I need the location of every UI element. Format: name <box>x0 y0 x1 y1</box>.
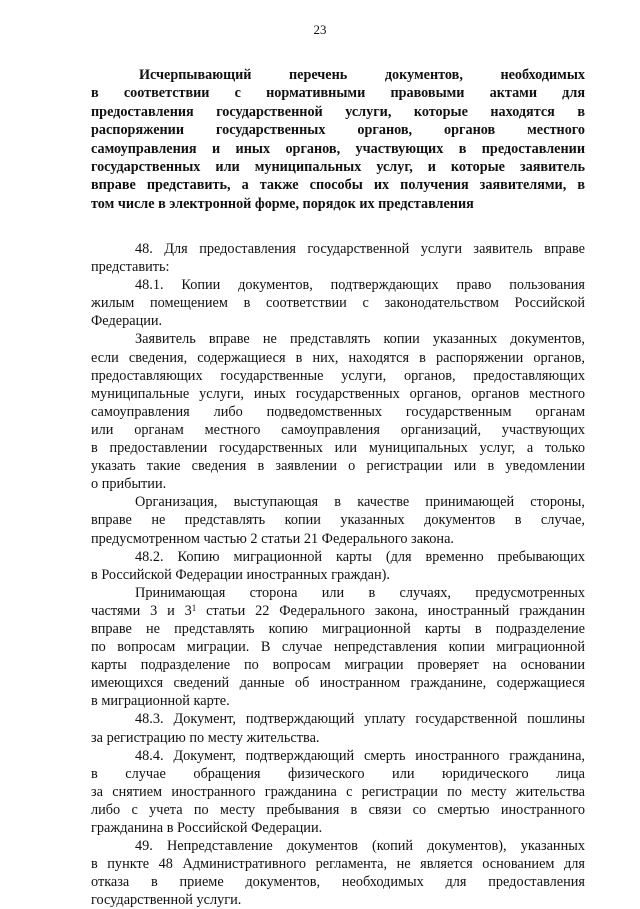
body-text <box>91 240 585 909</box>
paragraph-line: или органам местного самоуправления организаций, участвующих <box>91 421 585 438</box>
paragraph-line: о прибытии. <box>91 476 167 493</box>
section-heading <box>91 66 585 213</box>
heading-line: том числе в электронной форме, порядок их представления <box>91 195 474 212</box>
paragraph-line: если сведения, содержащиеся в них, находятся в распоряжении органов, <box>91 349 585 366</box>
paragraph-line: Заявитель вправе не представлять копии указанных документов, <box>135 331 585 348</box>
paragraph-line: муниципальные услуги, иных государственных органов, органов местного <box>91 385 585 402</box>
paragraph-line: в случае обращения физического или юридического лица <box>91 765 585 782</box>
paragraph-line: вправе не представлять копии указанных документов в случае, <box>91 512 585 529</box>
paragraph-line: либо с учета по месту пребывания в связи со смертью иностранного <box>91 801 585 818</box>
paragraph-line <box>91 602 585 620</box>
paragraph-line: вправе не представлять копию миграционной карты в подразделение <box>91 620 585 637</box>
page-number: 23 <box>313 22 327 37</box>
paragraph-line: самоуправления либо подведомственных государственным органам <box>91 403 585 420</box>
paragraph-line: имеющихся сведений данные об иностранном гражданине, содержащиеся <box>91 675 585 692</box>
paragraph-line: в миграционной карте. <box>91 693 230 710</box>
line-segment: статьи 22 Федерального закона, иностранный гражданин <box>196 602 585 619</box>
heading-line: вправе представить, а также способы их получения заявителями, в <box>91 177 585 194</box>
paragraph-line: жилым помещением в соответствии с законодательством Российской <box>91 295 585 312</box>
paragraph-line: за регистрацию по месту жительства. <box>91 729 320 746</box>
paragraph-line: отказа в приеме документов, необходимых для предоставления <box>91 874 585 891</box>
heading-line: в соответствии с нормативными правовыми актами для <box>91 85 585 102</box>
paragraph-line: Организация, выступающая в качестве принимающей стороны, <box>135 494 585 511</box>
superscript: 1 <box>191 602 197 613</box>
heading-line: предоставления государственной услуги, которые находятся в <box>91 103 585 120</box>
paragraph-line: 48.3. Документ, подтверждающий уплату государственной пошлины <box>135 711 585 728</box>
paragraph-line: гражданина в Российской Федерации. <box>91 820 323 836</box>
paragraph-line: 48. Для предоставления государственной услуги заявитель вправе <box>135 241 585 257</box>
paragraph-line: государственной услуги. <box>91 892 242 909</box>
paragraph-line: предусмотренном частью 2 статьи 21 Федерального закона. <box>91 530 454 547</box>
line-segment: частями 3 и 3 <box>91 602 192 619</box>
heading-line: государственных или муниципальных услуг, и которые заявитель <box>91 159 585 176</box>
paragraph-line: 48.2. Копию миграционной карты (для временно пребывающих <box>135 548 585 565</box>
paragraph-line: Федерации. <box>91 313 163 330</box>
paragraph-line: карты подразделение по вопросам миграции проверяет на основании <box>91 657 585 674</box>
paragraph-line: Принимающая сторона или в случаях, предусмотренных <box>135 584 585 601</box>
paragraph-line: представить: <box>91 259 170 276</box>
heading-line: распоряжении государственных органов, органов местного <box>91 122 585 139</box>
paragraph-line: 48.4. Документ, подтверждающий смерть иностранного гражданина, <box>135 747 585 764</box>
paragraph-line: 48.1. Копии документов, подтверждающих право пользования <box>135 277 585 294</box>
heading-line: самоуправления и иных органов, участвующих в предоставлении <box>91 140 585 157</box>
paragraph-line: указать такие сведения в заявлении о регистрации или в уведомлении <box>91 458 585 475</box>
paragraph-line: 49. Непредставление документов (копий документов), указанных <box>135 838 585 855</box>
paragraph-line: в Российской Федерации иностранных граждан). <box>91 566 390 583</box>
heading-line: Исчерпывающий перечень документов, необходимых <box>139 67 585 83</box>
paragraph-line: в предоставлении государственных или муниципальных услуг, а только <box>91 440 585 457</box>
paragraph-line: за снятием иностранного гражданина с регистрации по месту жительства <box>91 783 585 800</box>
paragraph-line: по вопросам миграции. В случае непредставления копии миграционной <box>91 639 585 656</box>
paragraph-line: предоставляющих государственные услуги, органов, предоставляющих <box>91 367 585 384</box>
paragraph-line: в пункте 48 Административного регламента, не является основанием для <box>91 856 585 873</box>
